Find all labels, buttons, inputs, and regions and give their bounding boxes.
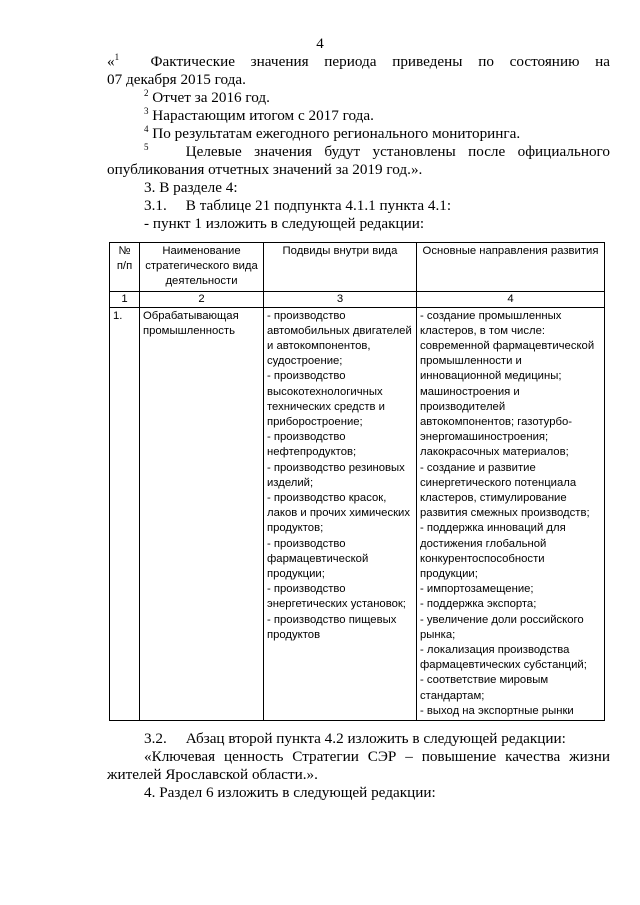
footnote-2 [144,89,640,106]
subtype-item: - производство автомобильных двигателей и автокомпонентов, судостроение; [267,309,412,368]
col-number: 1 [110,291,140,307]
subtype-item: - производство резиновых изделий; [267,461,405,489]
subtype-item: - производство красок, лаков и прочих химических продуктов; [267,492,410,535]
row-activity: Обрабатывающая промышленность [140,307,264,720]
header-directions: Основные направления развития [417,243,605,292]
subtype-item: - производство энергетических установок; [267,583,406,611]
footnote-4-text: По результатам ежегодного регионального мониторинга. [152,125,521,142]
col-number: 2 [140,291,264,307]
item-3-1: 3.1. В таблице 21 подпункта 4.1.1 пункта 4.1: [144,197,452,214]
footnote-1 [107,53,610,70]
footnote-2-mark: 2 [144,88,149,98]
item-3-2: 3.2. Абзац второй пункта 4.2 изложить в следующей редакции: [144,730,566,747]
col-number: 3 [264,291,417,307]
footnote-1-cont: 07 декабря 2015 года. [107,71,246,88]
footnote-1-mark: 1 [114,52,120,62]
header-subtypes: Подвиды внутри вида [264,243,417,292]
footnote-5 [144,143,610,160]
col-number: 4 [417,291,605,307]
direction-item: - создание промышленных кластеров, в том числе: современной фармацевтической промышленности и инновационной медицины; машиностроения и производителей автокомпонентов; газотурбо-энергомашиностроения; лакокрасочных материалов; [420,309,595,459]
direction-item: - поддержка экспорта; [420,598,537,611]
strategy-table [109,242,605,721]
direction-item: - поддержка инноваций для достижения глобальной конкурентоспособности продукции; [420,522,566,581]
header-activity: Наименование стратегического вида деятельности [140,243,264,292]
direction-item: - создание и развитие синергетического потенциала кластеров, стимулирование развития смежных производств; [420,461,590,520]
subtype-item: - производство нефтепродуктов; [267,431,357,459]
footnote-4 [144,125,640,142]
direction-item: - локализация производства фармацевтических субстанций; [420,644,587,672]
page-number: 4 [316,36,324,52]
row-subtypes [264,307,417,720]
section-4-heading: 4. Раздел 6 изложить в следующей редакции: [144,784,436,801]
footnote-3-mark: 3 [144,106,149,116]
footnote-3-text: Нарастающим итогом с 2017 года. [152,107,374,124]
subtype-item: - производство фармацевтической продукции; [267,537,369,581]
footnote-5-cont: опубликования отчетных значений за 2019 год.». [107,161,423,178]
footnote-1-text: Фактические значения периода приведены по состоянию на [150,53,610,70]
footnote-5-text: Целевые значения будут установлены после официального [185,143,610,160]
direction-item: - соответствие мировым стандартам; [420,674,549,702]
subtype-item: - производство высокотехнологичных технических средств и приборостроение; [267,370,385,429]
section-3-heading: 3. В разделе 4: [144,179,238,196]
footnote-4-mark: 4 [144,124,149,134]
footnote-1-open: « [107,53,115,70]
table-header-row [110,243,605,292]
direction-item: - увеличение доли российского рынка; [420,613,584,641]
header-num: № п/п [110,243,140,292]
item-3-1-sub: - пункт 1 изложить в следующей редакции: [144,215,425,232]
subtype-item: - производство пищевых продуктов [267,613,397,641]
footnote-5-mark: 5 [144,142,149,152]
quote-line-1: «Ключевая ценность Стратегии СЭР – повышение качества жизни [144,748,610,765]
direction-item: - выход на экспортные рынки [420,704,574,717]
footnote-2-text: Отчет за 2016 год. [152,89,270,106]
table-row [110,307,605,720]
footnote-3 [144,107,640,124]
row-directions [417,307,605,720]
quote-line-2: жителей Ярославской области.». [107,766,318,783]
direction-item: - импортозамещение; [420,583,534,596]
table-column-numbers [110,291,605,307]
row-number: 1. [110,307,140,720]
